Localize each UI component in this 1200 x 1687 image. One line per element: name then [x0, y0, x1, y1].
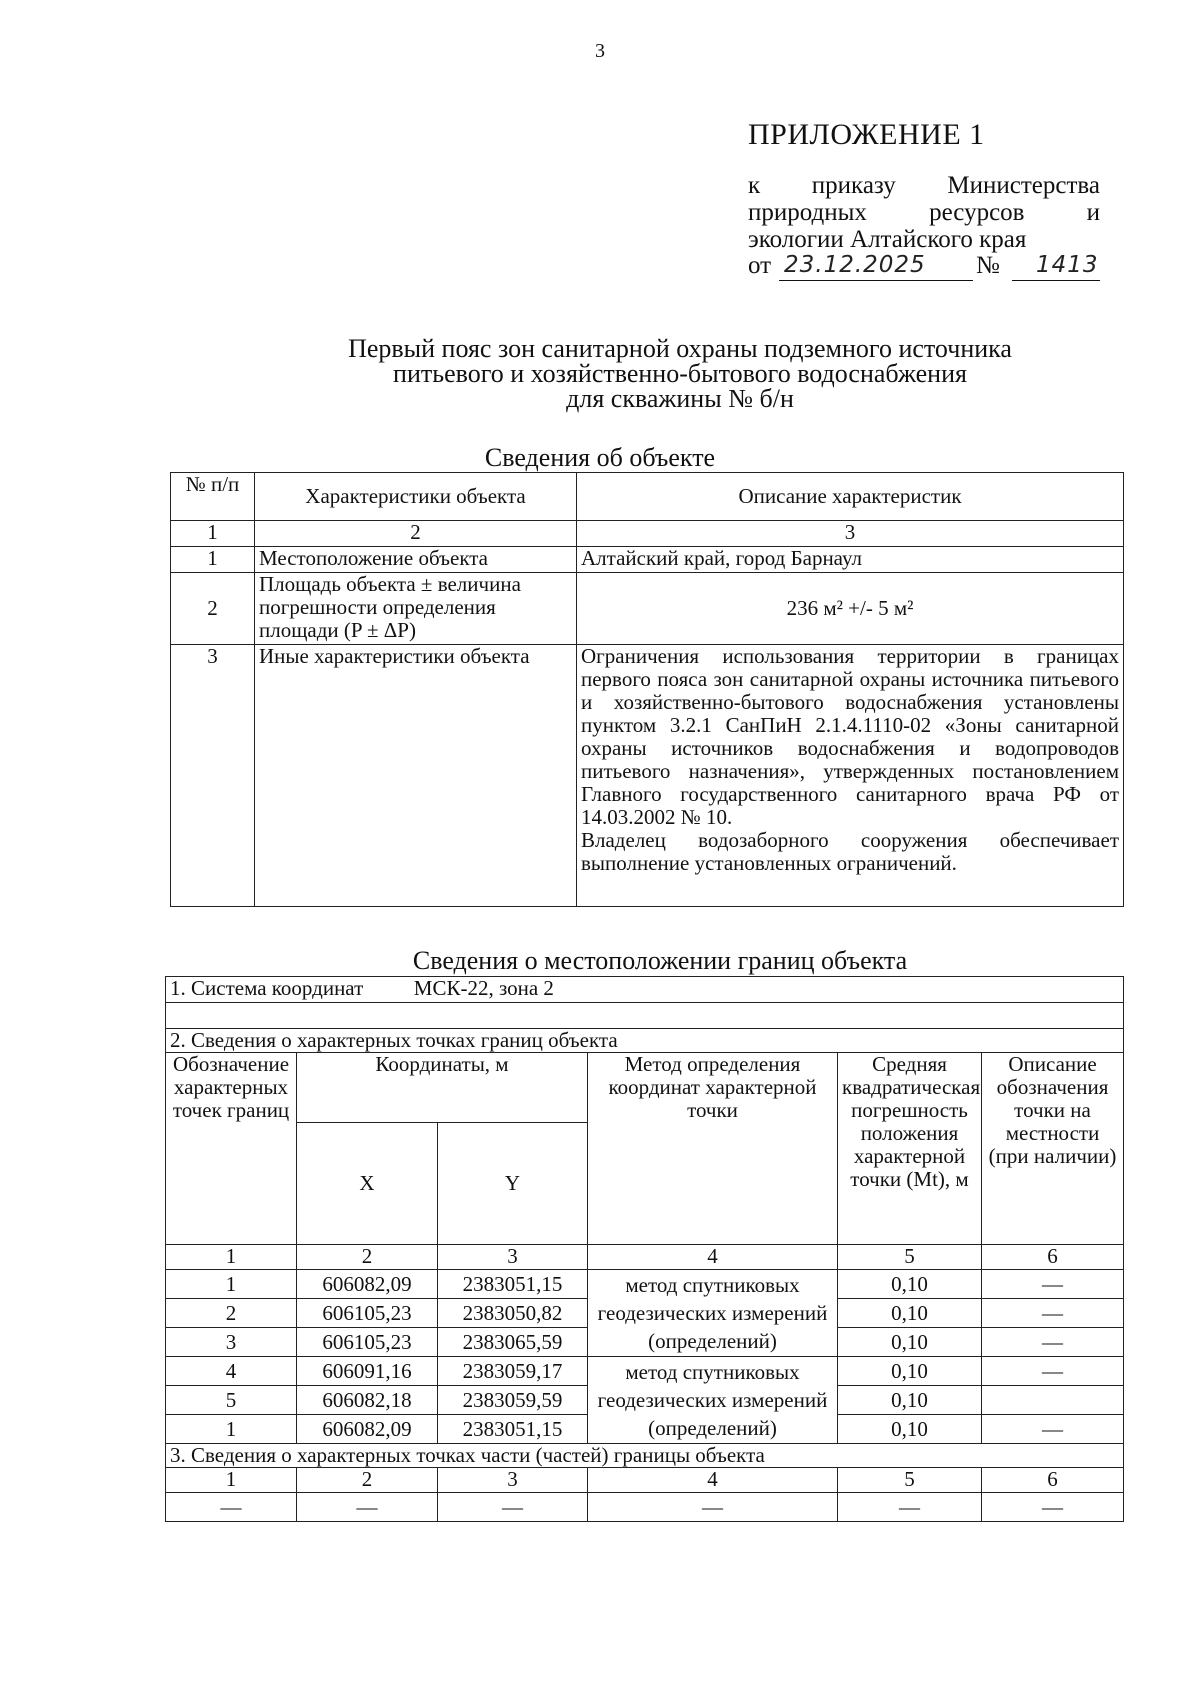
point-y: 2383059,59: [438, 1386, 588, 1415]
table-row: [166, 1357, 1124, 1386]
col-number: 2: [255, 521, 577, 547]
document-title: [200, 336, 1160, 411]
bounds-section-title: Сведения о местоположении границ объекта: [412, 946, 908, 975]
table-row: [166, 1270, 1124, 1299]
point-x: 606105,23: [297, 1328, 438, 1357]
point-id: 2: [166, 1299, 297, 1328]
header-characteristics: Характеристики объекта: [255, 473, 577, 521]
header-coordinates: Координаты, м: [297, 1053, 588, 1123]
part-cell: —: [588, 1493, 838, 1522]
point-y: 2383050,82: [438, 1299, 588, 1328]
restriction-text: Ограничения использования территории в границах первого пояса зон санитарной охраны источника питьевого и хозяйственно-бытового водоснабжения установлены пунктом 3.2.1 СанПиН 2.1.4.1110-02 «Зоны санитарной охраны источников водоснабжения и водопроводов питьевого назначения», утвержденных постановлением Главного государственного санитарного врача РФ от 14.03.2002 № 10.: [581, 644, 1119, 829]
header-point-id: Обозначение характерных точек границ: [166, 1053, 297, 1245]
header-y: Y: [438, 1123, 588, 1245]
addressee-word: и: [1086, 199, 1100, 226]
header-description: Описание характеристик: [577, 473, 1124, 521]
col-number: 3: [438, 1468, 588, 1493]
parts-section-title: 3. Сведения о характерных точках части (частей) границы объекта: [166, 1444, 1124, 1468]
col-number: 6: [982, 1468, 1124, 1493]
row-characteristic: Иные характеристики объекта: [255, 645, 577, 907]
header-error: Средняя квадратическая погрешность положения характерной точки (Mt), м: [838, 1053, 982, 1245]
owner-obligation-text: Владелец водозаборного сооружения обеспечивает выполнение установленных ограничений.: [581, 828, 1119, 875]
addressee-word: к: [748, 172, 761, 199]
row-characteristic: Площадь объекта ± величина погрешности определения площади (P ± ΔP): [255, 573, 577, 645]
row-description: [577, 645, 1124, 907]
point-id: 4: [166, 1357, 297, 1386]
point-x: 606105,23: [297, 1299, 438, 1328]
boundary-points-table: [165, 976, 1124, 1522]
addressee-line-2: [748, 199, 1100, 226]
point-error: 0,10: [838, 1386, 982, 1415]
point-method: метод спутниковых геодезических измерений (определений): [588, 1357, 838, 1444]
order-number-label: №: [976, 252, 1000, 279]
col-number: 4: [588, 1245, 838, 1270]
addressee-word: ресурсов: [929, 199, 1025, 226]
col-number: 5: [838, 1468, 982, 1493]
part-cell: —: [982, 1493, 1124, 1522]
point-description: —: [982, 1415, 1124, 1444]
table-row: [171, 573, 1124, 645]
coordinate-system-label: 1. Система координат: [170, 976, 364, 1000]
part-cell: —: [438, 1493, 588, 1522]
point-error: 0,10: [838, 1299, 982, 1328]
object-section-title: Сведения об объекте: [484, 443, 716, 472]
point-id: 1: [166, 1270, 297, 1299]
col-number: 5: [838, 1245, 982, 1270]
coordinate-system-row: [166, 977, 1124, 1003]
point-description: —: [982, 1299, 1124, 1328]
row-description: Алтайский край, город Барнаул: [577, 547, 1124, 573]
point-x: 606091,16: [297, 1357, 438, 1386]
appendix-title: ПРИЛОЖЕНИЕ 1: [748, 118, 985, 151]
number-underline: [1012, 280, 1100, 281]
point-y: 2383051,15: [438, 1270, 588, 1299]
point-description: —: [982, 1270, 1124, 1299]
title-line: для скважины № б/н: [566, 384, 794, 413]
part-cell: —: [297, 1493, 438, 1522]
col-number: 3: [577, 521, 1124, 547]
row-characteristic: Местоположение объекта: [255, 547, 577, 573]
order-from-label: от: [748, 252, 772, 279]
title-line: питьевого и хозяйственно-бытового водоснабжения: [393, 359, 967, 388]
point-y: 2383065,59: [438, 1328, 588, 1357]
col-number: 2: [297, 1468, 438, 1493]
part-cell: —: [166, 1493, 297, 1522]
col-number: 3: [438, 1245, 588, 1270]
point-id: 3: [166, 1328, 297, 1357]
addressee-line-3: экологии Алтайского края: [748, 226, 1027, 253]
point-error: 0,10: [838, 1270, 982, 1299]
blank-row: [166, 1003, 1124, 1029]
addressee-word: приказу: [811, 172, 896, 199]
row-number: 2: [171, 573, 255, 645]
col-number: 6: [982, 1245, 1124, 1270]
part-cell: —: [838, 1493, 982, 1522]
page-number: 3: [595, 40, 605, 62]
addressee-line-1: [748, 172, 1100, 199]
point-x: 606082,09: [297, 1270, 438, 1299]
point-x: 606082,18: [297, 1386, 438, 1415]
points-section-title: 2. Сведения о характерных точках границ объекта: [166, 1029, 1124, 1053]
point-y: 2383051,15: [438, 1415, 588, 1444]
point-x: 606082,09: [297, 1415, 438, 1444]
header-point-description: Описание обозначения точки на местности (при наличии): [982, 1053, 1124, 1245]
header-x: X: [297, 1123, 438, 1245]
addressee-word: Министерства: [947, 172, 1100, 199]
col-number: 1: [166, 1245, 297, 1270]
table-row: [171, 645, 1124, 907]
point-error: 0,10: [838, 1328, 982, 1357]
point-error: 0,10: [838, 1415, 982, 1444]
point-id: 5: [166, 1386, 297, 1415]
col-number: 4: [588, 1468, 838, 1493]
point-id: 1: [166, 1415, 297, 1444]
header-method: Метод определения координат характерной точки: [588, 1053, 838, 1245]
coordinate-system-value: МСК-22, зона 2: [413, 976, 554, 1000]
addressee-word: природных: [748, 199, 867, 226]
row-number: 3: [171, 645, 255, 907]
table-row: [166, 1493, 1124, 1522]
object-info-table: [170, 472, 1124, 907]
date-underline: [779, 280, 973, 281]
point-y: 2383059,17: [438, 1357, 588, 1386]
col-number: 1: [171, 521, 255, 547]
col-number: 2: [297, 1245, 438, 1270]
order-date-handwritten: 23.12.2025: [784, 252, 926, 278]
header-number: № п/п: [171, 473, 255, 521]
point-description: [982, 1386, 1124, 1415]
point-error: 0,10: [838, 1357, 982, 1386]
table-row: [171, 547, 1124, 573]
title-line: Первый пояс зон санитарной охраны подземного источника: [348, 334, 1012, 363]
point-description: —: [982, 1328, 1124, 1357]
order-number-handwritten: 1413: [1036, 252, 1099, 278]
row-description: 236 м² +/- 5 м²: [577, 573, 1124, 645]
row-number: 1: [171, 547, 255, 573]
point-method: метод спутниковых геодезических измерений (определений): [588, 1270, 838, 1357]
order-line: [748, 252, 1108, 284]
point-description: —: [982, 1357, 1124, 1386]
col-number: 1: [166, 1468, 297, 1493]
